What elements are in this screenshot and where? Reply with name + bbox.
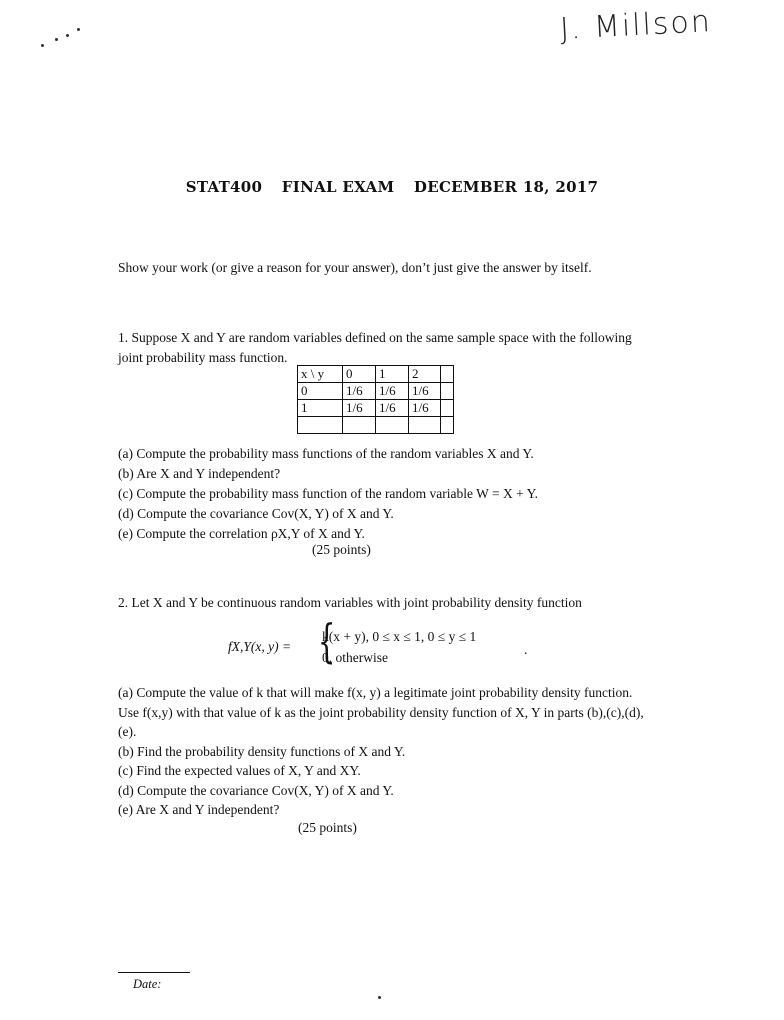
table-cell: 1/6	[376, 400, 409, 417]
question-part: (b) Find the probability density functions of X and Y.	[118, 743, 406, 759]
table-row	[298, 400, 454, 417]
table-cell	[441, 400, 454, 417]
handwritten-signature: J. Millson	[559, 4, 713, 47]
table-cell: 1/6	[343, 400, 376, 417]
scan-mark	[66, 34, 69, 37]
table-cell: 1/6	[409, 383, 441, 400]
exam-title	[0, 178, 784, 196]
table-cell: 1/6	[409, 400, 441, 417]
scan-mark	[55, 38, 58, 41]
exam-name: FINAL EXAM	[281, 178, 395, 196]
question-part: (d) Compute the covariance Cov(X, Y) of X and Y.	[118, 506, 394, 521]
table-cell: 1/6	[343, 383, 376, 400]
table-cell: 2	[409, 366, 441, 383]
question-part: (c) Compute the probability mass function of the random variable W = X + Y.	[118, 486, 539, 501]
question-part: (e) Compute the correlation ρX,Y of X and Y.	[118, 526, 365, 541]
joint-pmf-table	[297, 365, 454, 434]
question-part: (d) Compute the covariance Cov(X, Y) of X and Y.	[118, 782, 394, 798]
question-part: (b) Are X and Y independent?	[118, 466, 281, 481]
question-part: (e) Are X and Y independent?	[118, 802, 280, 817]
scan-mark	[77, 28, 80, 31]
table-cell: 1	[376, 366, 409, 383]
table-cell: 0	[343, 366, 376, 383]
scan-mark	[378, 996, 381, 999]
table-cell	[343, 417, 376, 434]
table-cell: x \ y	[298, 366, 343, 383]
table-cell	[441, 383, 454, 400]
points-label: (25 points)	[312, 542, 371, 557]
question-1-intro: 1. Suppose X and Y are random variables defined on the same sample space with the following joint probability mass function.	[118, 330, 632, 365]
pdf-case-1: k(x + y), 0 ≤ x ≤ 1, 0 ≤ y ≤ 1	[322, 629, 477, 644]
question-2-intro: 2. Let X and Y be continuous random variables with joint probability density function	[118, 595, 582, 610]
date-label: Date:	[133, 977, 162, 991]
table-cell: 1	[298, 400, 343, 417]
question-part: (a) Compute the value of k that will make f(x, y) a legitimate joint probability density function. Use f(x,y) with that value of k as the joint probability density function of X, Y in parts (b),(c),(d),(e).	[118, 685, 644, 739]
pdf-lhs: fX,Y(x, y) =	[228, 639, 292, 654]
table-cell	[409, 417, 441, 434]
points-label: (25 points)	[298, 820, 357, 835]
table-cell	[441, 366, 454, 383]
scan-mark	[41, 44, 44, 47]
table-row	[298, 383, 454, 400]
exam-date: DECEMBER 18, 2017	[413, 178, 599, 196]
question-part: (a) Compute the probability mass functions of the random variables X and Y.	[118, 446, 534, 461]
brace-symbol: {	[317, 614, 336, 668]
table-cell	[298, 417, 343, 434]
pdf-case-2: 0, otherwise	[322, 650, 388, 665]
table-cell	[441, 417, 454, 434]
course-code: STAT400	[185, 178, 263, 196]
table-cell: 1/6	[376, 383, 409, 400]
table-cell	[376, 417, 409, 434]
date-signature-line	[118, 972, 190, 973]
pdf-trailing-dot: .	[524, 642, 528, 657]
table-header-row	[298, 366, 454, 383]
table-row	[298, 417, 454, 434]
question-2-parts	[118, 683, 644, 820]
question-1-parts	[118, 444, 658, 544]
instructions: Show your work (or give a reason for your answer), don’t just give the answer by itself.	[118, 260, 592, 275]
table-cell: 0	[298, 383, 343, 400]
question-part: (c) Find the expected values of X, Y and XY.	[118, 763, 361, 778]
